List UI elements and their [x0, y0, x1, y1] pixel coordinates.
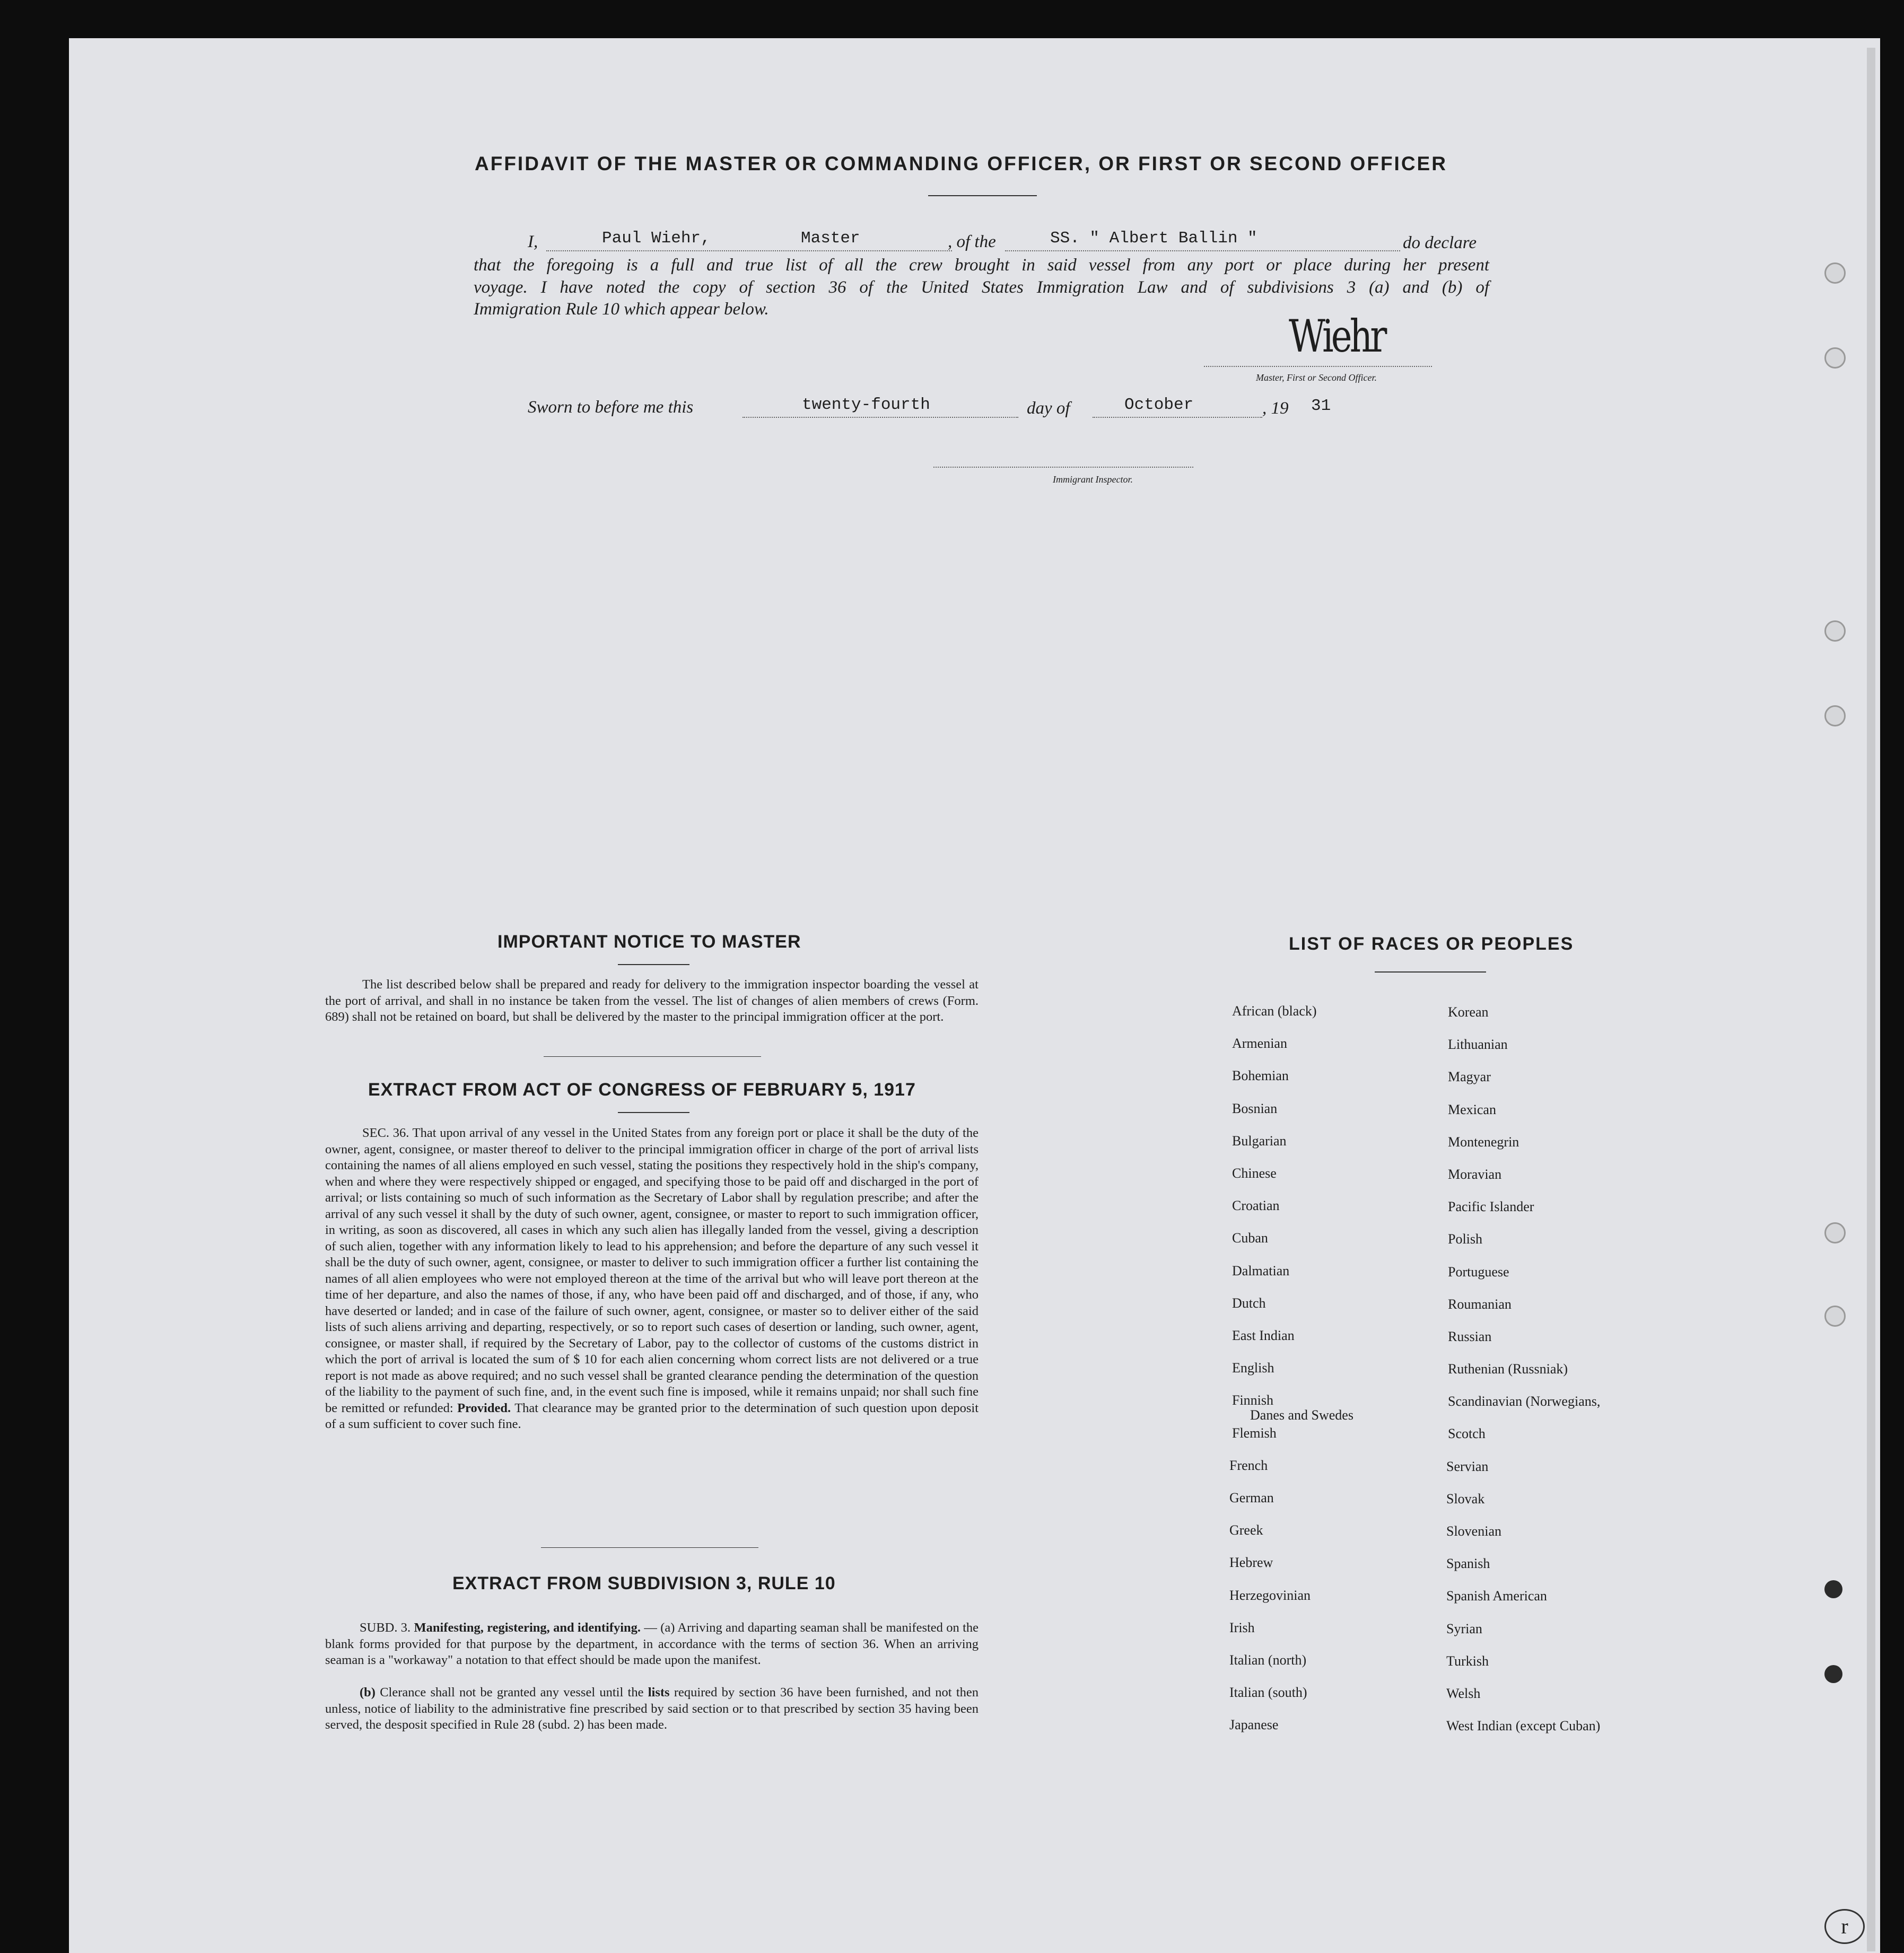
race-list-item: Pacific Islander [1448, 1199, 1534, 1215]
sec36-text-end: That clearance may be granted prior to the determination of such question upon deposit of a sum sufficient to cover such fine. [325, 1400, 979, 1431]
signature-caption: Master, First or Second Officer. [1256, 372, 1377, 383]
race-list-item: Croatian [1232, 1198, 1280, 1214]
name-field-line [546, 250, 952, 251]
affidavit-line-4: Immigration Rule 10 which appear below. [474, 300, 769, 319]
subd-label: SUBD. 3. [360, 1621, 411, 1635]
race-list-item: Ruthenian (Russniak) [1448, 1361, 1568, 1377]
sworn-label: Sworn to before me this [528, 398, 694, 417]
part-b-lists: lists [648, 1685, 670, 1700]
race-list-item: Moravian [1448, 1167, 1502, 1182]
sec36-text: SEC. 36. That upon arrival of any vessel in the United States from any foreign port or place it shall be the duty of the owner, agent, consignee, or master thereof to deliver to the principal immigration officer in charge of the port of arrival lists containing the names of all aliens employed en such vessel, stating the positions they respectively hold in the ship's company, when and where they were respectively shipped or engaged, and specifying those to be paid off and discharged in the port of arrival; or lists containing so much of such information as the Secretary of Labor shall by regulation prescribe; and after the arrival of any such vessel it shall by the duty of such owner, agent, consignee, or master to report to such immigration officer, in writing, as soon as discovered, all cases in which any such alien has illegally landed from the vessel, giving a description of such alien, together with any information likely to lead to his apprehension; and before the departure of any such vessel it shall be the duty of such owner, agent, consignee, or master to deliver to such immigration officer a further list containing the names of all alien employees who were not employed thereon at the time of the arrival but who will leave port thereon at the time of her departure, and also the names of those, if any, who have been paid off and discharged, and of those, if any, who have deserted or landed; and in case of the failure of such owner, agent, consignee, or master so to deliver either of the said lists of such aliens arriving and departing, respectively, or so to report such cases of desertion or landing, such owner, agent, consignee, or master shall, if required by the Secretary of Labor, pay to the collector of customs of the customs district in which the port of arrival is located the sum of $ 10 for each alien concerning whom correct lists are not delivered or a true report is not made as above required; and no such vessel shall be granted clearance pending the determination of the question of the liability to the payment of such fine, and, in the event such fine is imposed, while it remains unpaid; nor shall such fine be remitted or refunded: [325, 1126, 979, 1415]
page-number: r [1824, 1909, 1865, 1944]
race-list-item: Slovenian [1446, 1523, 1501, 1539]
races-title-divider [1375, 971, 1486, 973]
race-list-item: Herzegovinian [1229, 1587, 1311, 1603]
race-list-item: Welsh [1446, 1686, 1481, 1701]
binding-hole [1824, 1665, 1842, 1683]
race-list-item: Japanese [1229, 1717, 1279, 1733]
part-a-label: — (a) [644, 1621, 675, 1635]
affidavit-title: AFFIDAVIT OF THE MASTER OR COMMANDING OFFICER, OR FIRST OR SECOND OFFICER [475, 153, 1447, 174]
affidavit-of-the: , of the [948, 232, 996, 251]
race-list-item: Bohemian [1232, 1068, 1289, 1084]
sheet-edge [1867, 48, 1875, 1951]
sworn-year: 31 [1311, 397, 1331, 415]
race-list-item: Scandinavian (Norwegians, [1448, 1394, 1601, 1409]
master-signature: Wiehr [1289, 310, 1385, 362]
affidavit-i-label: I, [528, 232, 538, 251]
race-list-item: Magyar [1448, 1069, 1491, 1085]
year-prefix: , 19 [1262, 399, 1289, 418]
race-list-item: Flemish [1232, 1425, 1277, 1441]
extract-rule-part-a [325, 1620, 979, 1669]
notice-divider [544, 1056, 761, 1057]
race-list-item: English [1232, 1360, 1274, 1376]
race-list-item: Bosnian [1232, 1100, 1278, 1116]
notice-title-divider [618, 964, 689, 965]
race-list-item: Servian [1446, 1458, 1489, 1474]
extract-act-divider [618, 1112, 689, 1113]
race-list-item: Chinese [1232, 1166, 1277, 1181]
race-list-item: Italian (south) [1229, 1685, 1307, 1701]
affidavit-line-3: voyage. I have noted the copy of section 36 of the United States Immigration Law and of subdivisions 3 (a) and (b) of [474, 278, 1489, 297]
race-list-item: Bulgarian [1232, 1133, 1287, 1149]
binding-hole [1824, 705, 1846, 726]
notice-title: IMPORTANT NOTICE TO MASTER [497, 932, 801, 952]
part-b-text: required by section 36 have been furnished, and not then unless, notice of liability to the administrative fine prescribed by said section or to that prescribed by section 35 having been served, the desposit specified in Rule 28 (subd. 2) has been made. [325, 1685, 979, 1732]
binding-hole [1824, 1580, 1842, 1598]
race-list-item: African (black) [1232, 1003, 1317, 1019]
race-list-item: German [1229, 1490, 1274, 1505]
day-of-label: day of [1027, 399, 1070, 418]
race-list-item: Armenian [1232, 1036, 1287, 1052]
race-list-item: Scotch [1448, 1426, 1486, 1442]
race-list-item: Italian (north) [1229, 1652, 1307, 1668]
notice-text: The list described below shall be prepared and ready for delivery to the immigration inspector boarding the vessel at the port of arrival, and shall in no instance be taken from the vessel. The list of changes of alien members of crews (Form. 689) shall not be retained on board, but shall be delivered by the master to the principal immigration officer at the port. [325, 977, 979, 1024]
binding-hole [1824, 620, 1846, 642]
master-name: Paul Wiehr, [602, 229, 711, 248]
master-rank: Master [801, 229, 860, 248]
binding-hole [1824, 1306, 1846, 1327]
extract-act-text [325, 1125, 979, 1433]
race-list-item: Mexican [1448, 1101, 1496, 1117]
subd-heading: Manifesting, registering, and identifying. [414, 1621, 641, 1635]
races-title: LIST OF RACES OR PEOPLES [1289, 934, 1574, 954]
race-list-item: Montenegrin [1448, 1134, 1519, 1150]
affidavit-do-declare: do declare [1403, 233, 1477, 252]
race-list-item: Syrian [1446, 1621, 1482, 1636]
race-list-item: Korean [1448, 1004, 1489, 1020]
inspector-caption: Immigrant Inspector. [1053, 474, 1133, 485]
binding-hole [1824, 347, 1846, 369]
extract-rule-title: EXTRACT FROM SUBDIVISION 3, RULE 10 [452, 1573, 836, 1593]
race-list-item: Portuguese [1448, 1264, 1509, 1280]
sworn-month: October [1124, 396, 1194, 414]
affidavit-line-2: that the foregoing is a full and true list of all the crew brought in said vessel from any port or place during her present [474, 256, 1489, 275]
race-list-item: Greek [1229, 1522, 1263, 1538]
signature-line [1204, 366, 1432, 367]
race-list-item: Polish [1448, 1231, 1483, 1247]
provided-keyword: Provided. [457, 1400, 511, 1415]
part-b-label: (b) [360, 1685, 375, 1700]
race-list-item: French [1229, 1457, 1268, 1473]
race-list-item: Finnish [1232, 1393, 1274, 1408]
race-list-item: Dutch [1232, 1295, 1266, 1311]
race-list-item: Russian [1448, 1329, 1492, 1344]
part-a-text: Arriving and daparting seaman shall be manifested on the blank forms provided for that purpose by the department, in accordance with the terms of section 36. When an arriving seaman is a "workaway" a notation to that effect should be made upon the manifest. [325, 1621, 979, 1667]
race-list-item: Danes and Swedes [1250, 1407, 1353, 1423]
race-list-item: Spanish [1446, 1556, 1490, 1572]
binding-hole [1824, 1222, 1846, 1243]
race-list-item: Cuban [1232, 1230, 1268, 1246]
race-list-item: Slovak [1446, 1491, 1485, 1507]
part-b-pre: Clerance shall not be granted any vessel until the [380, 1685, 644, 1700]
race-list-item: Roumanian [1448, 1296, 1512, 1312]
race-list-item: Hebrew [1229, 1555, 1273, 1571]
sworn-day-line [743, 417, 1018, 418]
race-list-item: Spanish American [1446, 1588, 1547, 1604]
race-list-item: Irish [1229, 1619, 1255, 1635]
race-list-item: Dalmatian [1232, 1263, 1290, 1278]
title-divider [928, 195, 1037, 196]
vessel-field-line [1005, 250, 1400, 251]
extract-act-title: EXTRACT FROM ACT OF CONGRESS OF FEBRUARY 5, 1917 [368, 1080, 916, 1100]
inspector-signature-line [933, 467, 1193, 468]
binding-hole [1824, 262, 1846, 284]
race-list-item: Turkish [1446, 1653, 1489, 1669]
race-list-item: Lithuanian [1448, 1037, 1508, 1053]
vessel-name: SS. " Albert Ballin " [1050, 229, 1257, 248]
sworn-day: twenty-fourth [802, 396, 930, 414]
extract-act-end-divider [541, 1547, 758, 1548]
race-list-item: East Indian [1232, 1328, 1295, 1343]
race-list-item: West Indian (except Cuban) [1446, 1718, 1601, 1734]
extract-rule-part-b [325, 1685, 979, 1733]
sworn-month-line [1093, 417, 1262, 418]
